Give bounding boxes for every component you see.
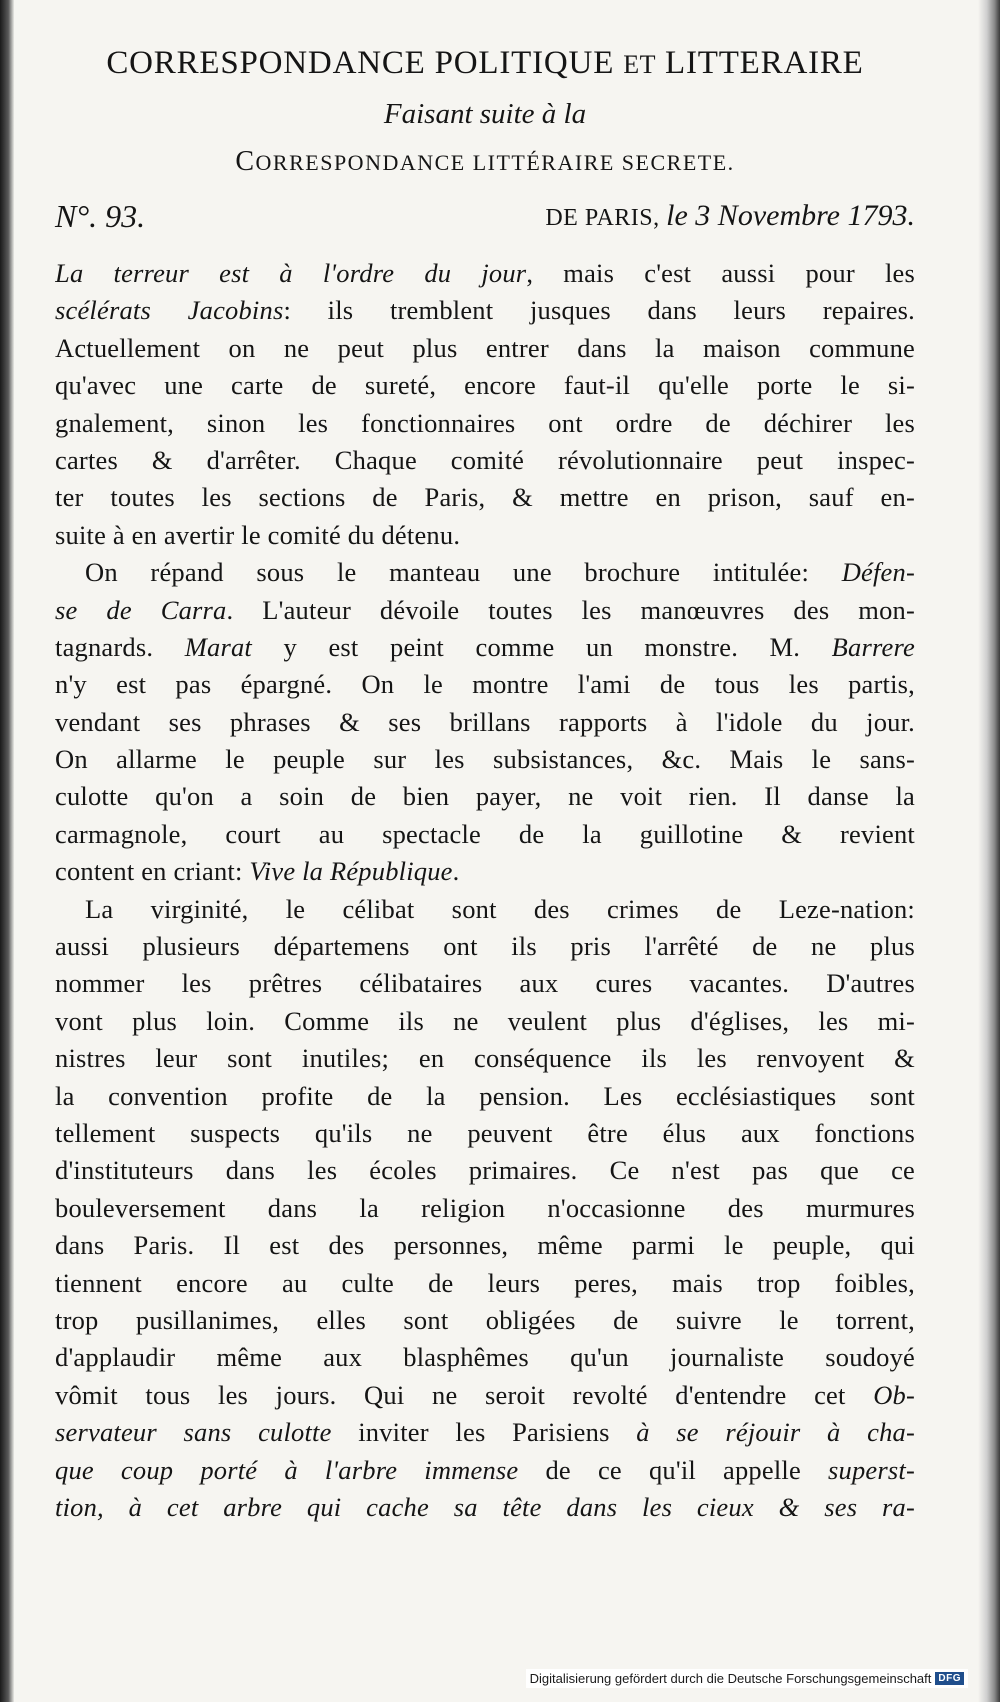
text-line	[55, 1489, 915, 1526]
text-run: d'instituteurs dans les écoles primaires. Ce n'est pas que ce	[55, 1155, 915, 1186]
text-run: .	[452, 856, 460, 887]
masthead-part2: LITTERAIRE	[655, 45, 864, 81]
italic-run: La terreur est à l'ordre du jour	[55, 258, 527, 288]
italic-run: se de Carra	[55, 594, 227, 625]
text-run: tagnards.	[55, 631, 185, 662]
text-run: cartes & d'arrêter. Chaque comité révolutionnaire peut inspec-	[55, 444, 915, 475]
masthead-part1: CORRESPONDANCE POLITIQUE	[106, 45, 624, 81]
text-line	[55, 405, 915, 442]
italic-run: servateur sans culotte	[55, 1417, 332, 1448]
text-line	[55, 1152, 915, 1189]
text-run: nistres leur sont inutiles; en conséquence ils les renvoyent &	[55, 1043, 915, 1074]
text-line	[55, 891, 915, 928]
text-line	[55, 1339, 915, 1376]
text-line	[55, 1115, 915, 1152]
text-run: culotte qu'on a soin de bien payer, ne voit rien. Il danse la	[55, 781, 915, 812]
text-line	[55, 330, 915, 367]
text-run: : ils tremblent jusques dans leurs repaires.	[283, 295, 915, 326]
text-run: On allarme le peuple sur les subsistances, &c. Mais le sans-	[55, 744, 915, 775]
text-run: qu'avec une carte de sureté, encore faut-il qu'elle porte le si-	[55, 370, 915, 401]
text-run: bouleversement dans la religion n'occasionne des murmures	[55, 1192, 915, 1223]
text-line	[55, 442, 915, 479]
text-run: suite à en avertir le comité du détenu.	[55, 519, 461, 550]
text-line	[55, 1414, 915, 1451]
paragraph-carra-pamphlet	[55, 554, 915, 891]
page-text	[55, 40, 915, 1526]
text-line	[55, 1227, 915, 1264]
scan-edge-left	[0, 0, 14, 1702]
text-line	[55, 1003, 915, 1040]
text-run: inviter les Parisiens	[331, 1417, 637, 1448]
italic-run: Barrere	[831, 631, 915, 662]
text-run: dans Paris. Il est des personnes, même parmi le peuple, qui	[55, 1230, 915, 1261]
text-run: ter toutes les sections de Paris, & mettre en prison, sauf en-	[55, 482, 915, 513]
text-line	[55, 554, 915, 591]
credit-text: Digitalisierung gefördert durch die Deutsche Forschungsgemeinschaft	[529, 1671, 932, 1686]
masthead-title	[55, 40, 915, 88]
digitization-credit	[526, 1669, 968, 1688]
text-run: de ce qu'il appelle	[518, 1454, 828, 1485]
date: le 3 Novembre 1793.	[666, 199, 915, 232]
text-line	[55, 965, 915, 1002]
secret-correspondence-title: CORRESPONDANCE LITTÉRAIRE SECRETE.	[235, 146, 735, 177]
text-line	[55, 666, 915, 703]
text-line	[55, 255, 915, 292]
text-run: vômit tous les jours. Qui ne seroit revolté d'entendre cet	[55, 1379, 874, 1410]
text-line	[55, 816, 915, 853]
text-run: vont plus loin. Comme ils ne veulent plus d'églises, les mi-	[55, 1005, 915, 1036]
text-run: gnalement, sinon les fonctionnaires ont ordre de déchirer les	[55, 407, 915, 438]
text-line	[55, 1078, 915, 1115]
text-line	[55, 1040, 915, 1077]
text-run: tiennent encore au culte de leurs peres, mais trop foibles,	[55, 1267, 915, 1298]
text-run: la convention profite de la pension. Les ecclésiastiques sont	[55, 1080, 915, 1111]
text-line	[55, 367, 915, 404]
text-run: , mais c'est aussi pour les	[526, 258, 915, 288]
text-run: n'y est pas épargné. On le montre l'ami de tous les partis,	[55, 669, 915, 700]
italic-run: Ob-	[873, 1379, 915, 1410]
text-line	[55, 853, 915, 890]
italic-run: à se réjouir à cha-	[636, 1417, 915, 1448]
place-and-date	[545, 193, 915, 241]
text-run: carmagnole, court au spectacle de la guillotine & revient	[55, 818, 915, 849]
place: DE PARIS,	[545, 205, 667, 231]
masthead-subtitle: Faisant suite à la	[383, 98, 587, 130]
italic-run: Défen-	[841, 557, 915, 588]
text-run: On répand sous le manteau une brochure intitulée:	[85, 557, 842, 588]
text-run: d'applaudir même aux blasphêmes qu'un journaliste soudoyé	[55, 1342, 915, 1373]
text-line	[55, 741, 915, 778]
text-line	[55, 479, 915, 516]
issue-number: N°. 93.	[55, 198, 146, 234]
text-line	[55, 592, 915, 629]
text-run: . L'auteur dévoile toutes les manœuvres des mon-	[226, 594, 915, 625]
text-run: nommer les prêtres célibataires aux cures vacantes. D'autres	[55, 968, 915, 999]
text-run: y est peint comme un monstre. M.	[251, 631, 832, 662]
paragraph-celibacy	[55, 891, 915, 1527]
scan-edge-right	[978, 0, 1000, 1702]
text-line	[55, 1265, 915, 1302]
italic-run: Vive la République	[249, 856, 453, 887]
text-run: vendant ses phrases & ses brillans rapports à l'idole du jour.	[55, 706, 915, 737]
text-line	[55, 1377, 915, 1414]
text-run: tellement suspects qu'ils ne peuvent être élus aux fonctions	[55, 1117, 915, 1148]
text-line	[55, 928, 915, 965]
text-run: content en criant:	[55, 856, 250, 887]
text-line	[55, 778, 915, 815]
text-run: La virginité, le célibat sont des crimes de Leze-nation:	[85, 893, 915, 924]
text-line	[55, 292, 915, 329]
italic-run: superst-	[828, 1454, 915, 1485]
article-body	[55, 255, 915, 1526]
text-run: aussi plusieurs départemens ont ils pris l'arrêté de ne plus	[55, 931, 915, 962]
dfg-logo: DFG	[935, 1672, 964, 1685]
text-line	[55, 1452, 915, 1489]
dateline	[55, 193, 915, 239]
text-run: trop pusillanimes, elles sont obligées de suivre le torrent,	[55, 1304, 915, 1335]
italic-run: tion, à cet arbre qui cache sa tête dans les cieux & ses ra-	[55, 1491, 915, 1522]
text-line	[55, 1302, 915, 1339]
italic-run: que coup porté à l'arbre immense	[55, 1454, 519, 1485]
text-run: Actuellement on ne peut plus entrer dans la maison commune	[55, 332, 915, 363]
italic-run: Marat	[184, 631, 252, 662]
text-line	[55, 517, 915, 554]
italic-run: scélérats Jacobins	[55, 295, 284, 326]
masthead-conjunction: ET	[623, 50, 656, 79]
text-line	[55, 629, 915, 666]
text-line	[55, 704, 915, 741]
text-line	[55, 1190, 915, 1227]
paragraph-terror	[55, 255, 915, 554]
